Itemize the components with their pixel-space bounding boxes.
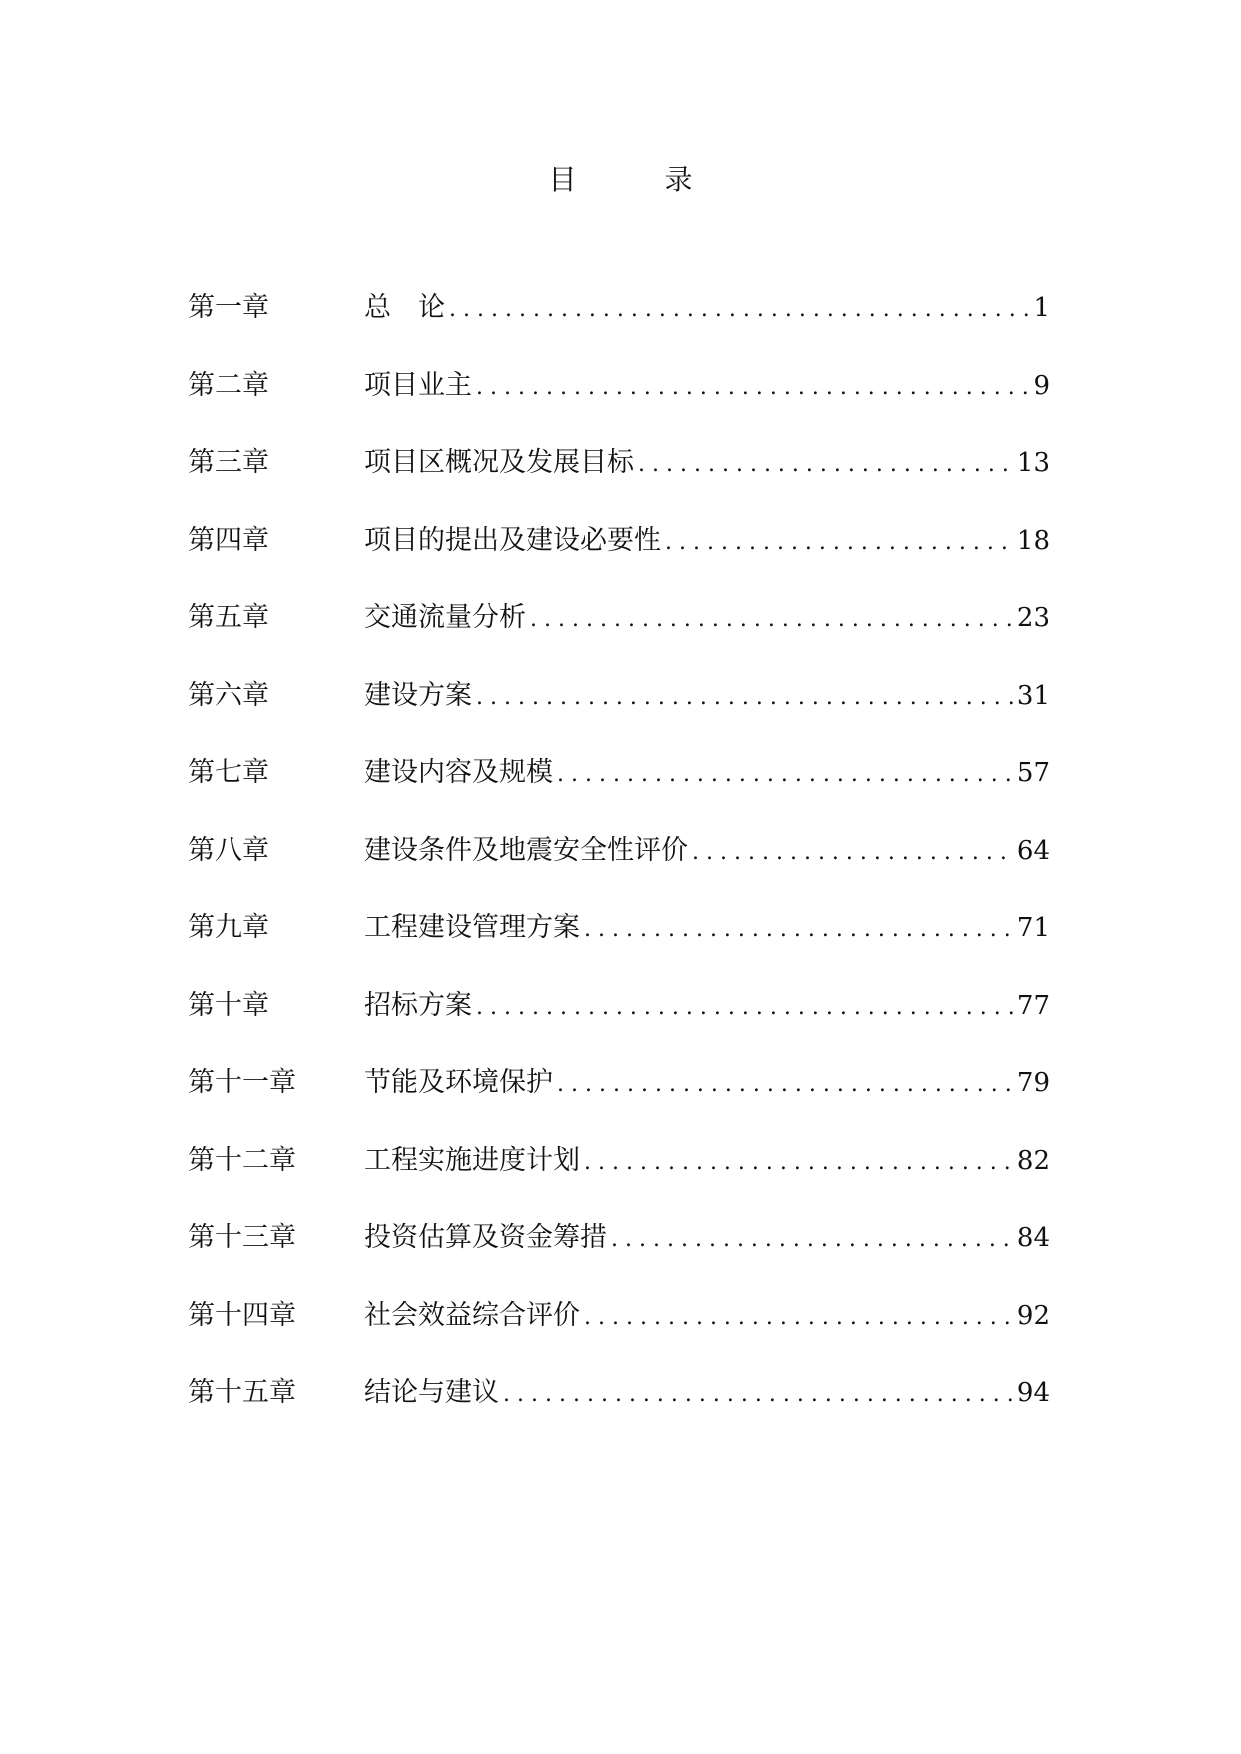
toc-chapter-label: 第四章 (188, 524, 269, 556)
toc-entry-title: 项目业主 (364, 369, 472, 401)
toc-page-number: 92 (1016, 1300, 1050, 1331)
toc-entry-title: 交通流量分析 (364, 602, 526, 633)
toc-leader-dots (449, 290, 1029, 330)
toc-entry (364, 288, 1050, 330)
toc-leader-dots (692, 833, 1013, 873)
toc-chapter-label: 第十四章 (188, 1299, 296, 1331)
toc-entry (364, 1373, 1050, 1415)
toc-page-number: 64 (1016, 835, 1050, 866)
toc-page-number: 13 (1016, 448, 1050, 478)
toc-entry (364, 1218, 1050, 1260)
toc-chapter-label: 第五章 (188, 602, 269, 633)
toc-chapter-label: 第十二章 (188, 1144, 296, 1176)
toc-chapter-label: 第七章 (188, 757, 269, 788)
toc-entry (364, 753, 1050, 795)
toc-chapter-label: 第一章 (188, 292, 269, 323)
toc-page-number: 57 (1016, 758, 1050, 788)
toc-row[interactable] (188, 753, 1050, 831)
toc-row[interactable] (188, 598, 1050, 676)
toc-entry (364, 366, 1050, 408)
toc-entry (364, 831, 1050, 873)
toc-entry (364, 676, 1050, 718)
toc-leader-dots (584, 910, 1013, 950)
toc-row[interactable] (188, 831, 1050, 909)
toc-entry-title: 项目的提出及建设必要性 (364, 524, 661, 556)
toc-row[interactable] (188, 443, 1050, 521)
toc-heading-char-1: 目 (548, 163, 577, 196)
toc-leader-dots (584, 1298, 1013, 1338)
toc-page-number: 31 (1016, 680, 1050, 711)
toc-row[interactable] (188, 288, 1050, 366)
toc-row[interactable] (188, 1218, 1050, 1296)
toc-row[interactable] (188, 1063, 1050, 1141)
toc-entry-title: 招标方案 (364, 989, 472, 1021)
toc-page-number: 82 (1016, 1145, 1050, 1176)
toc-entry (364, 1296, 1050, 1338)
toc-row[interactable] (188, 1373, 1050, 1451)
toc-page-number: 1 (1033, 293, 1050, 323)
toc-entry-title: 结论与建议 (364, 1377, 499, 1408)
toc-row[interactable] (188, 521, 1050, 599)
toc-chapter-label: 第十章 (188, 989, 269, 1021)
toc-entry (364, 986, 1050, 1028)
toc-leader-dots (557, 1065, 1013, 1105)
toc-entry (364, 1141, 1050, 1183)
toc-row[interactable] (188, 1296, 1050, 1374)
toc-page-number: 84 (1016, 1223, 1050, 1253)
toc-entry (364, 443, 1050, 485)
toc-chapter-label: 第十三章 (188, 1222, 296, 1253)
toc-row[interactable] (188, 366, 1050, 444)
toc-leader-dots (584, 1143, 1013, 1183)
toc-page-number: 23 (1016, 603, 1050, 633)
toc-chapter-label: 第九章 (188, 912, 269, 943)
toc-row[interactable] (188, 986, 1050, 1064)
toc-entry-title: 投资估算及资金筹措 (364, 1222, 607, 1253)
toc-leader-dots (476, 988, 1013, 1028)
toc-entry-title: 建设方案 (364, 679, 472, 711)
toc-entry-title: 总 论 (364, 292, 445, 323)
toc-leader-dots (503, 1375, 1013, 1415)
toc-entry-title: 项目区概况及发展目标 (364, 447, 634, 478)
toc-chapter-label: 第八章 (188, 834, 269, 866)
toc-entry (364, 908, 1050, 950)
toc-entry (364, 521, 1050, 563)
toc-chapter-label: 第十一章 (188, 1067, 296, 1098)
toc-page-number: 94 (1016, 1378, 1050, 1408)
toc-chapter-label: 第三章 (188, 447, 269, 478)
toc-chapter-label: 第二章 (188, 369, 269, 401)
toc-entry-title: 建设条件及地震安全性评价 (364, 834, 688, 866)
toc-leader-dots (557, 755, 1013, 795)
toc-page-number: 77 (1016, 990, 1050, 1021)
toc-row[interactable] (188, 1141, 1050, 1219)
toc-entry (364, 598, 1050, 640)
toc-row[interactable] (188, 908, 1050, 986)
toc-page-number: 71 (1016, 913, 1050, 943)
toc-entry-title: 工程实施进度计划 (364, 1144, 580, 1176)
toc-list (188, 288, 1050, 1451)
toc-entry-title: 节能及环境保护 (364, 1067, 553, 1098)
toc-leader-dots (611, 1220, 1013, 1260)
toc-page-number: 9 (1033, 370, 1050, 401)
toc-entry-title: 建设内容及规模 (364, 757, 553, 788)
toc-leader-dots (476, 368, 1029, 408)
toc-heading-char-2: 录 (664, 163, 693, 196)
toc-leader-dots (665, 523, 1013, 563)
toc-entry-title: 社会效益综合评价 (364, 1299, 580, 1331)
toc-heading (0, 160, 1241, 200)
toc-page-number: 79 (1016, 1068, 1050, 1098)
toc-leader-dots (638, 445, 1013, 485)
toc-leader-dots (476, 678, 1013, 718)
toc-page-number: 18 (1016, 525, 1050, 556)
toc-entry (364, 1063, 1050, 1105)
toc-chapter-label: 第十五章 (188, 1377, 296, 1408)
toc-entry-title: 工程建设管理方案 (364, 912, 580, 943)
toc-leader-dots (530, 600, 1013, 640)
toc-chapter-label: 第六章 (188, 679, 269, 711)
toc-row[interactable] (188, 676, 1050, 754)
